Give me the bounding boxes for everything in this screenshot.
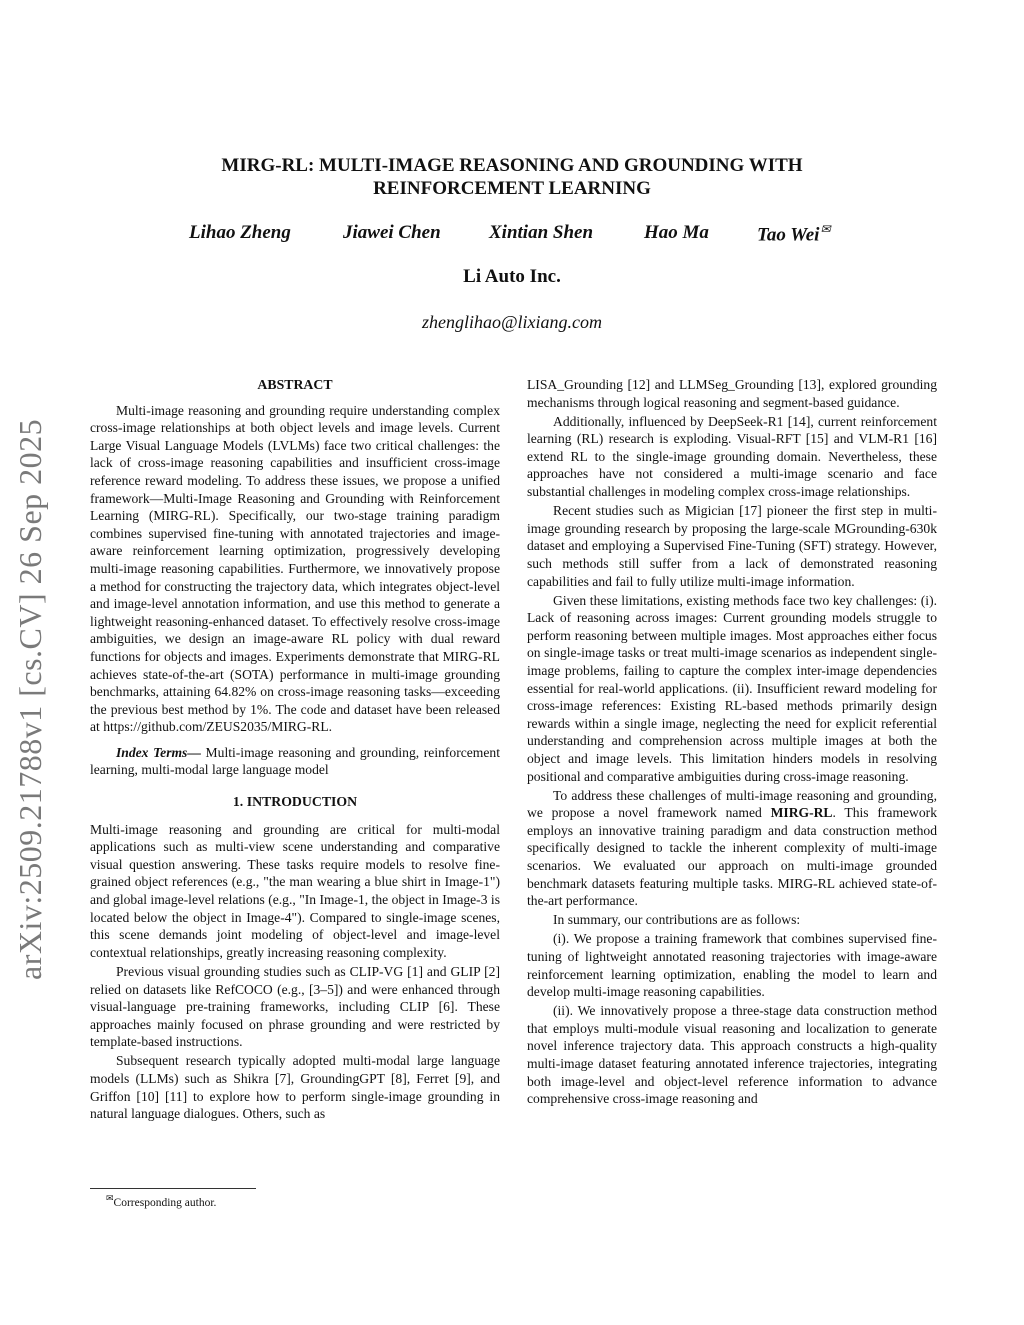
corresponding-author — [757, 222, 831, 246]
index-terms-label: Index Terms— — [116, 744, 201, 760]
paragraph: Previous visual grounding studies such as CLIP-VG [1] and GLIP [2] relied on datasets like RefCOCO (e.g., [3–5]) and were enhanced through visual-language pre-training frameworks, including CLIP [6]. These approaches mainly focused on phrase grounding and were restricted by template-based instructions. — [90, 963, 500, 1050]
author-name: Jiawei Chen — [343, 222, 441, 243]
left-column — [90, 376, 500, 1124]
author-name: Hao Ma — [644, 222, 709, 243]
text-run: To address these challenges of multi-image reasoning and grounding, we propose a novel framework named — [527, 787, 937, 821]
paragraph: (i). We propose a training framework that combines supervised fine-tuning of lightweight annotated reasoning trajectories with image-aware reinforcement learning optimization, enabling the model to learn and develop multi-image reasoning capabilities. — [527, 931, 937, 1000]
paragraph: Additionally, influenced by DeepSeek-R1 [14], current reinforcement learning (RL) research is exploding. Visual-RFT [15] and VLM-R1 [16] extend RL to the single-image grounding domain. Nevertheless, these approaches have not considered a multi-image scenario and face substantial challenges in modeling complex cross-image relationships. — [527, 413, 937, 500]
index-terms-text: Multi-image reasoning and grounding, reinforcement learning, multi-modal large language model — [90, 744, 500, 778]
paper-title: MIRG-RL: MULTI-IMAGE REASONING AND GROUNDING WITH REINFORCEMENT LEARNING — [221, 155, 803, 199]
paragraph: (ii). We innovatively propose a three-stage data construction method that employs multi-module visual reasoning and localization to generate novel inference trajectory data. This approach constructs a high-quality multi-image dataset featuring annotated inference trajectories, integrating both image-level and object-level reference information to advance comprehensive cross-image reasoning and — [527, 1003, 937, 1107]
paragraph: Given these limitations, existing methods face two key challenges: (i). Lack of reasoning across images: Current grounding models struggle to perform reasoning between multiple images. Most approaches either focus on single-image tasks or treat multi-image scenarios as independent single-image problems, failing to capture the complex inter-image dependencies essential for real-world applications. (ii). Insufficient reward modeling for cross-image references: Existing RL-based methods primarily design rewards within a single image, neglecting the need for explicit referential understanding and comprehension across multiple images at both the object and image levels. This limitation hinders models in resolving positional and comparative ambiguities during cross-image reasoning. — [527, 592, 937, 784]
paragraph: In summary, our contributions are as follows: — [553, 912, 801, 928]
abstract-text: Multi-image reasoning and grounding require understanding complex cross-image relationships at both object levels and image levels. Current Large Visual Language Models (LVLMs) face two critical challenges: the lack of cross-image reasoning capabilities and insufficient cross-image reference reward modeling. To address these issues, we propose a unified framework—Multi-Image Reasoning and Grounding with Reinforcement Learning (MIRG-RL). Specifically, our two-stage training paradigm combines supervised fine-tuning with annotated trajectories and image-aware reinforcement learning optimization, progressively developing multi-image reasoning capabilities. Furthermore, we innovatively propose a method for constructing the trajectory data, which integrates object-level and image-level annotation information, and use this method to generate a lightweight reasoning-enhanced dataset. To effectively resolve cross-image ambiguities, we design an image-aware RL policy with dual reward functions for objects and images. Experiments demonstrate that MIRG-RL achieves state-of-the-art (SOTA) performance in multi-image grounding benchmarks, attaining 64.82% on cross-image reasoning tasks—exceeding the previous best method by 1%. The code and dataset have been released at https://github.com/ZEUS2035/MIRG-RL. — [90, 402, 500, 735]
envelope-icon: ✉ — [820, 222, 831, 236]
author-name: Xintian Shen — [489, 222, 594, 243]
footnote — [106, 1193, 216, 1209]
author-name: Tao Wei — [757, 224, 820, 246]
right-column — [527, 376, 937, 1109]
affiliation: Li Auto Inc. — [463, 266, 561, 287]
paragraph: Subsequent research typically adopted multi-modal large language models (LLMs) such as Shikra [7], GroundingGPT [8], Ferret [9], and Griffon [10] [11] to explore how to perform single-image grounding in natural language dialogues. Others, such as — [90, 1053, 500, 1122]
arxiv-stamp: arXiv:2509.21788v1 [cs.CV] 26 Sep 2025 — [12, 418, 48, 980]
footnote-text: Corresponding author. — [113, 1196, 217, 1209]
section-heading-introduction: 1. INTRODUCTION — [232, 794, 358, 810]
text-run: . This framework employs an innovative training paradigm and data construction method specifically designed to tackle the inherent complexity of multi-image scenarios. We evaluated our approach on multi-image grounded benchmark datasets featuring multiple tasks. MIRG-RL achieved state-of-the-art performance. — [527, 805, 937, 909]
paragraph: Recent studies such as Migician [17] pioneer the first step in multi-image grounding research by proposing the large-scale MGrounding-630k dataset and employing a Supervised Fine-Tuning (SFT) strategy. However, such methods still suffer from a lack of demonstrated reasoning capabilities and fail to fully utilize multi-image information. — [527, 503, 937, 589]
paragraph: Multi-image reasoning and grounding are critical for multi-modal applications such as multi-view scene understanding and comparative visual question answering. These tasks require models to resolve fine-grained object references (e.g., "the man wearing a blue shirt in Image-1") and global image-level relations (e.g., "In Image-1, the object in Image-3 is located below the object in Image-4"). Compared to single-image scenes, this scene demands joint modeling of object-level and image-level contextual relationships, greatly increasing reasoning complexity. — [90, 821, 500, 960]
framework-name: MIRG-RL — [770, 805, 833, 821]
envelope-icon: ✉ — [106, 1193, 114, 1203]
abstract-heading: ABSTRACT — [257, 377, 333, 392]
author-name: Lihao Zheng — [189, 222, 291, 243]
paragraph — [527, 787, 937, 910]
author-email: zhenglihao@lixiang.com — [421, 312, 603, 332]
paragraph: LISA_Grounding [12] and LLMSeg_Grounding [13], explored grounding mechanisms through logical reasoning and segment-based guidance. — [527, 377, 937, 410]
footnote-rule — [90, 1188, 256, 1189]
index-terms — [90, 744, 500, 779]
author-list — [140, 222, 884, 246]
